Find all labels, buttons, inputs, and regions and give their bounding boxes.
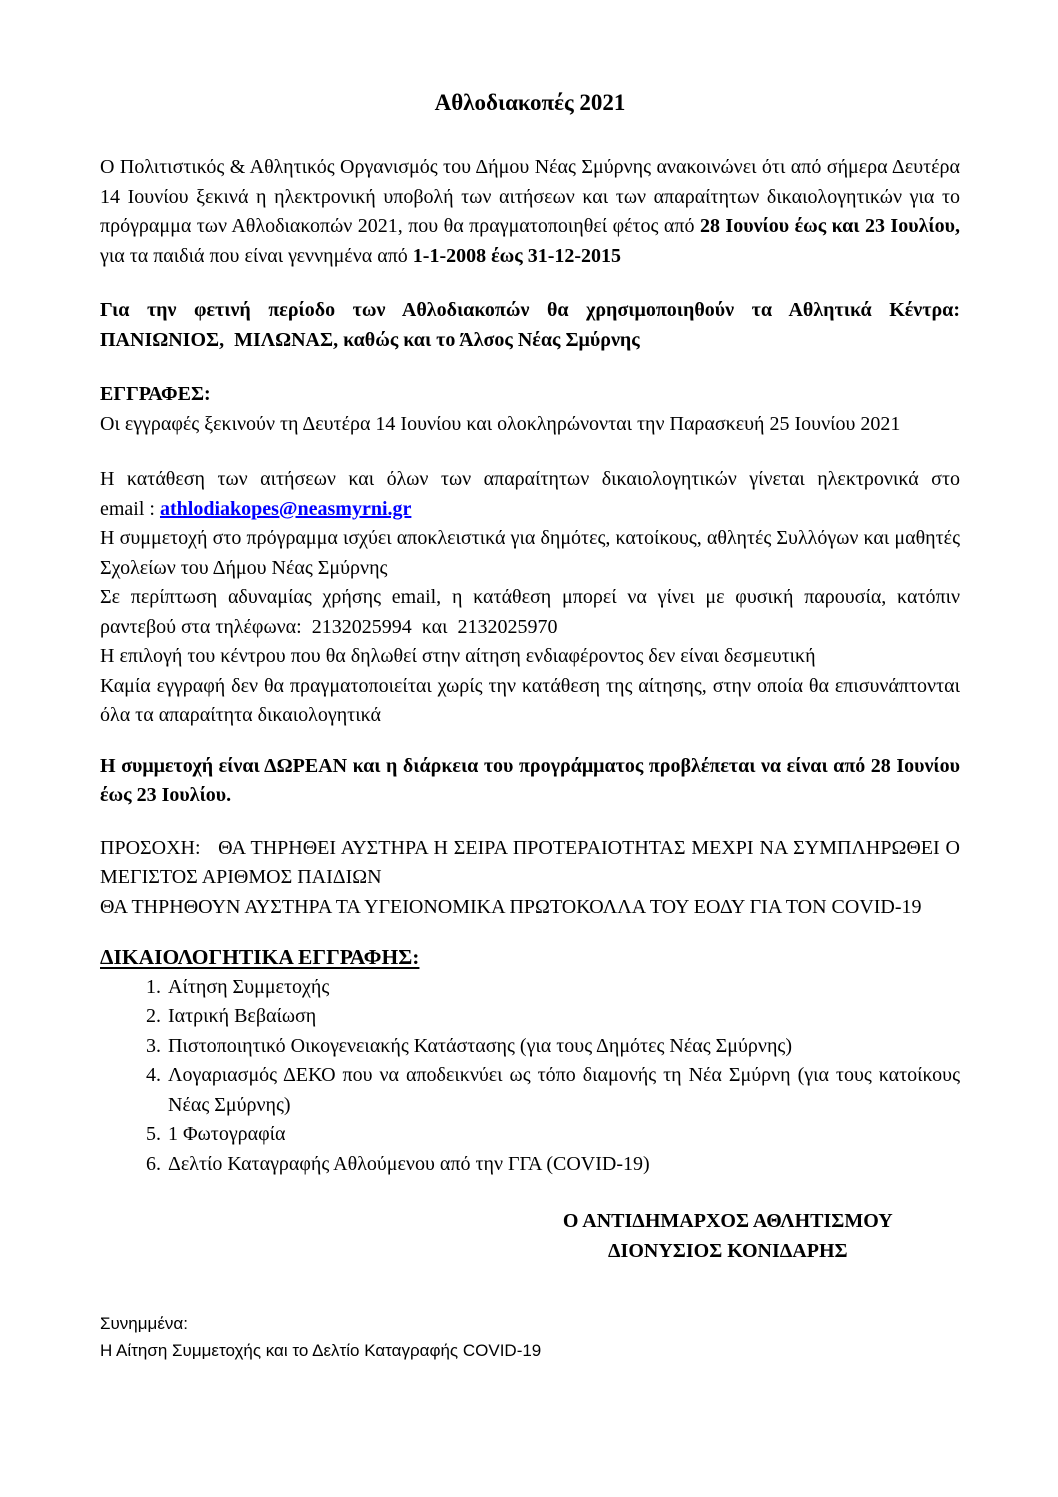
document-item-4: 4. Λογαριασμός ΔΕΚΟ που να αποδεικνύει ως τόπο διαμονής τη Νέα Σμύρνη (για τους κατοίκους Νέας Σμύρνης) — [166, 1061, 960, 1120]
attachments-line: Η Αίτηση Συμμετοχής και το Δελτίο Καταγραφής COVID-19 — [100, 1341, 542, 1360]
intro-birthdate-range: 1-1-2008 έως 31-12-2015 — [412, 244, 622, 267]
eligibility-paragraph: Η συμμετοχή στο πρόγραμμα ισχύει αποκλειστικά για δημότες, κατοίκους, αθλητές Συλλόγων και μαθητές Σχολείων του Δήμου Νέας Σμύρνης — [100, 527, 960, 579]
document-item-6: 6. Δελτίο Καταγραφής Αθλούμενου από την ΓΓΑ (COVID-19) — [166, 1150, 960, 1180]
signature-name: ΔΙΟΝΥΣΙΟΣ ΚΟΝΙΔΑΡΗΣ — [608, 1239, 848, 1262]
intro-program-dates: 28 Ιουνίου έως και 23 Ιουλίου, — [699, 215, 960, 237]
page-title: Αθλοδιακοπές 2021 — [434, 90, 626, 115]
signature-title: Ο ΑΝΤΙΔΗΜΑΡΧΟΣ ΑΘΛΗΤΙΣΜΟΥ — [562, 1210, 893, 1232]
sports-centers-paragraph: Για την φετινή περίοδο των Αθλοδιακοπών θα χρησιμοποιηθούν τα Αθλητικά Κέντρα: ΠΑΝΙΩΝΙΟΣ, ΜΙΛΩΝΑΣ, καθώς και το Άλσος Νέας Σμύρνης — [100, 299, 965, 351]
documents-list — [100, 973, 960, 1180]
intro-paragraph — [100, 153, 960, 271]
signature-block — [496, 1207, 960, 1266]
submission-line: Η κατάθεση των αιτήσεων και όλων των απαραίτητων δικαιολογητικών γίνεται ηλεκτρονικά στο — [100, 468, 960, 490]
attachments-note — [100, 1310, 960, 1364]
phone-contact-line: Σε περίπτωση αδυναμίας χρήσης email, η κατάθεση μπορεί να γίνει με φυσική παρουσία, κατόπιν ραντεβού στα τηλέφωνα: 2132025994 και 2132025970 — [100, 586, 965, 638]
document-item-5: 5. 1 Φωτογραφία — [166, 1120, 960, 1150]
registrations-heading: ΕΓΓΡΑΦΕΣ: — [100, 383, 211, 405]
document-item-2: 2. Ιατρική Βεβαίωση — [166, 1002, 960, 1032]
email-line — [100, 495, 960, 525]
documents-heading: ΔΙΚΑΙΟΛΟΓΗΤΙΚΑ ΕΓΓΡΑΦΗΣ: — [100, 945, 420, 969]
attention-line-1: ΠΡΟΣΟΧΗ: ΘΑ ΤΗΡΗΘΕΙ ΑΥΣΤΗΡΑ Η ΣΕΙΡΑ ΠΡΟΤΕΡΑΙΟΤΗΤΑΣ ΜΕΧΡΙ ΝΑ ΣΥΜΠΛΗΡΩΘΕΙ Ο ΜΕΓΙΣΤΟΣ ΑΡΙΘΜΟΣ ΠΑΙΔΙΩΝ — [100, 836, 965, 888]
intro-text-1: Ο Πολιτιστικός & Αθλητικός Οργανισμός του Δήμου Νέας Σμύρνης ανακοινώνει ότι από σήμερα Δευτέρα 14 Ιουνίου ξεκινά η ηλεκτρονική υποβολή των αιτήσεων και των απαραίτητων δικαιολογητικών για το πρόγραμμα των Αθλοδιακοπών 2021, που θα πραγματοποιηθεί φέτος από — [100, 156, 960, 237]
attention-line-2: ΘΑ ΤΗΡΗΘΟΥΝ ΑΥΣΤΗΡΑ ΤΑ ΥΓΕΙΟΝΟΜΙΚΑ ΠΡΩΤΟΚΟΛΛΑ ΤΟΥ ΕΟΔΥ ΓΙΑ ΤΟΝ COVID-19 — [100, 895, 922, 918]
free-participation-paragraph: Η συμμετοχή είναι ΔΩΡΕΑΝ και η διάρκεια του προγράμματος προβλέπεται να είναι από 28 Ιουνίου έως 23 Ιουλίου. — [100, 754, 960, 806]
attachments-heading: Συνημμένα: — [100, 1314, 188, 1333]
intro-text-2: για τα παιδιά που είναι γεννημένα από — [100, 244, 413, 267]
email-prefix: email : — [100, 497, 160, 520]
no-registration-paragraph: Καμία εγγραφή δεν θα πραγματοποιείται χωρίς την κατάθεση της αίτησης, στην οποία θα επισυνάπτονται όλα τα απαραίτητα δικαιολογητικά — [100, 674, 960, 726]
document-item-1: 1. Αίτηση Συμμετοχής — [166, 973, 960, 1003]
document-item-3: 3. Πιστοποιητικό Οικογενειακής Κατάστασης (για τους Δημότες Νέας Σμύρνης) — [166, 1032, 960, 1062]
center-choice-line: Η επιλογή του κέντρου που θα δηλωθεί στην αίτηση ενδιαφέροντος δεν είναι δεσμευτική — [100, 645, 816, 667]
email-link[interactable]: athlodiakopes@neasmyrni.gr — [159, 497, 412, 520]
registrations-dates: Οι εγγραφές ξεκινούν τη Δευτέρα 14 Ιουνίου και ολοκληρώνονται την Παρασκευή 25 Ιουνίου 2021 — [100, 412, 901, 435]
